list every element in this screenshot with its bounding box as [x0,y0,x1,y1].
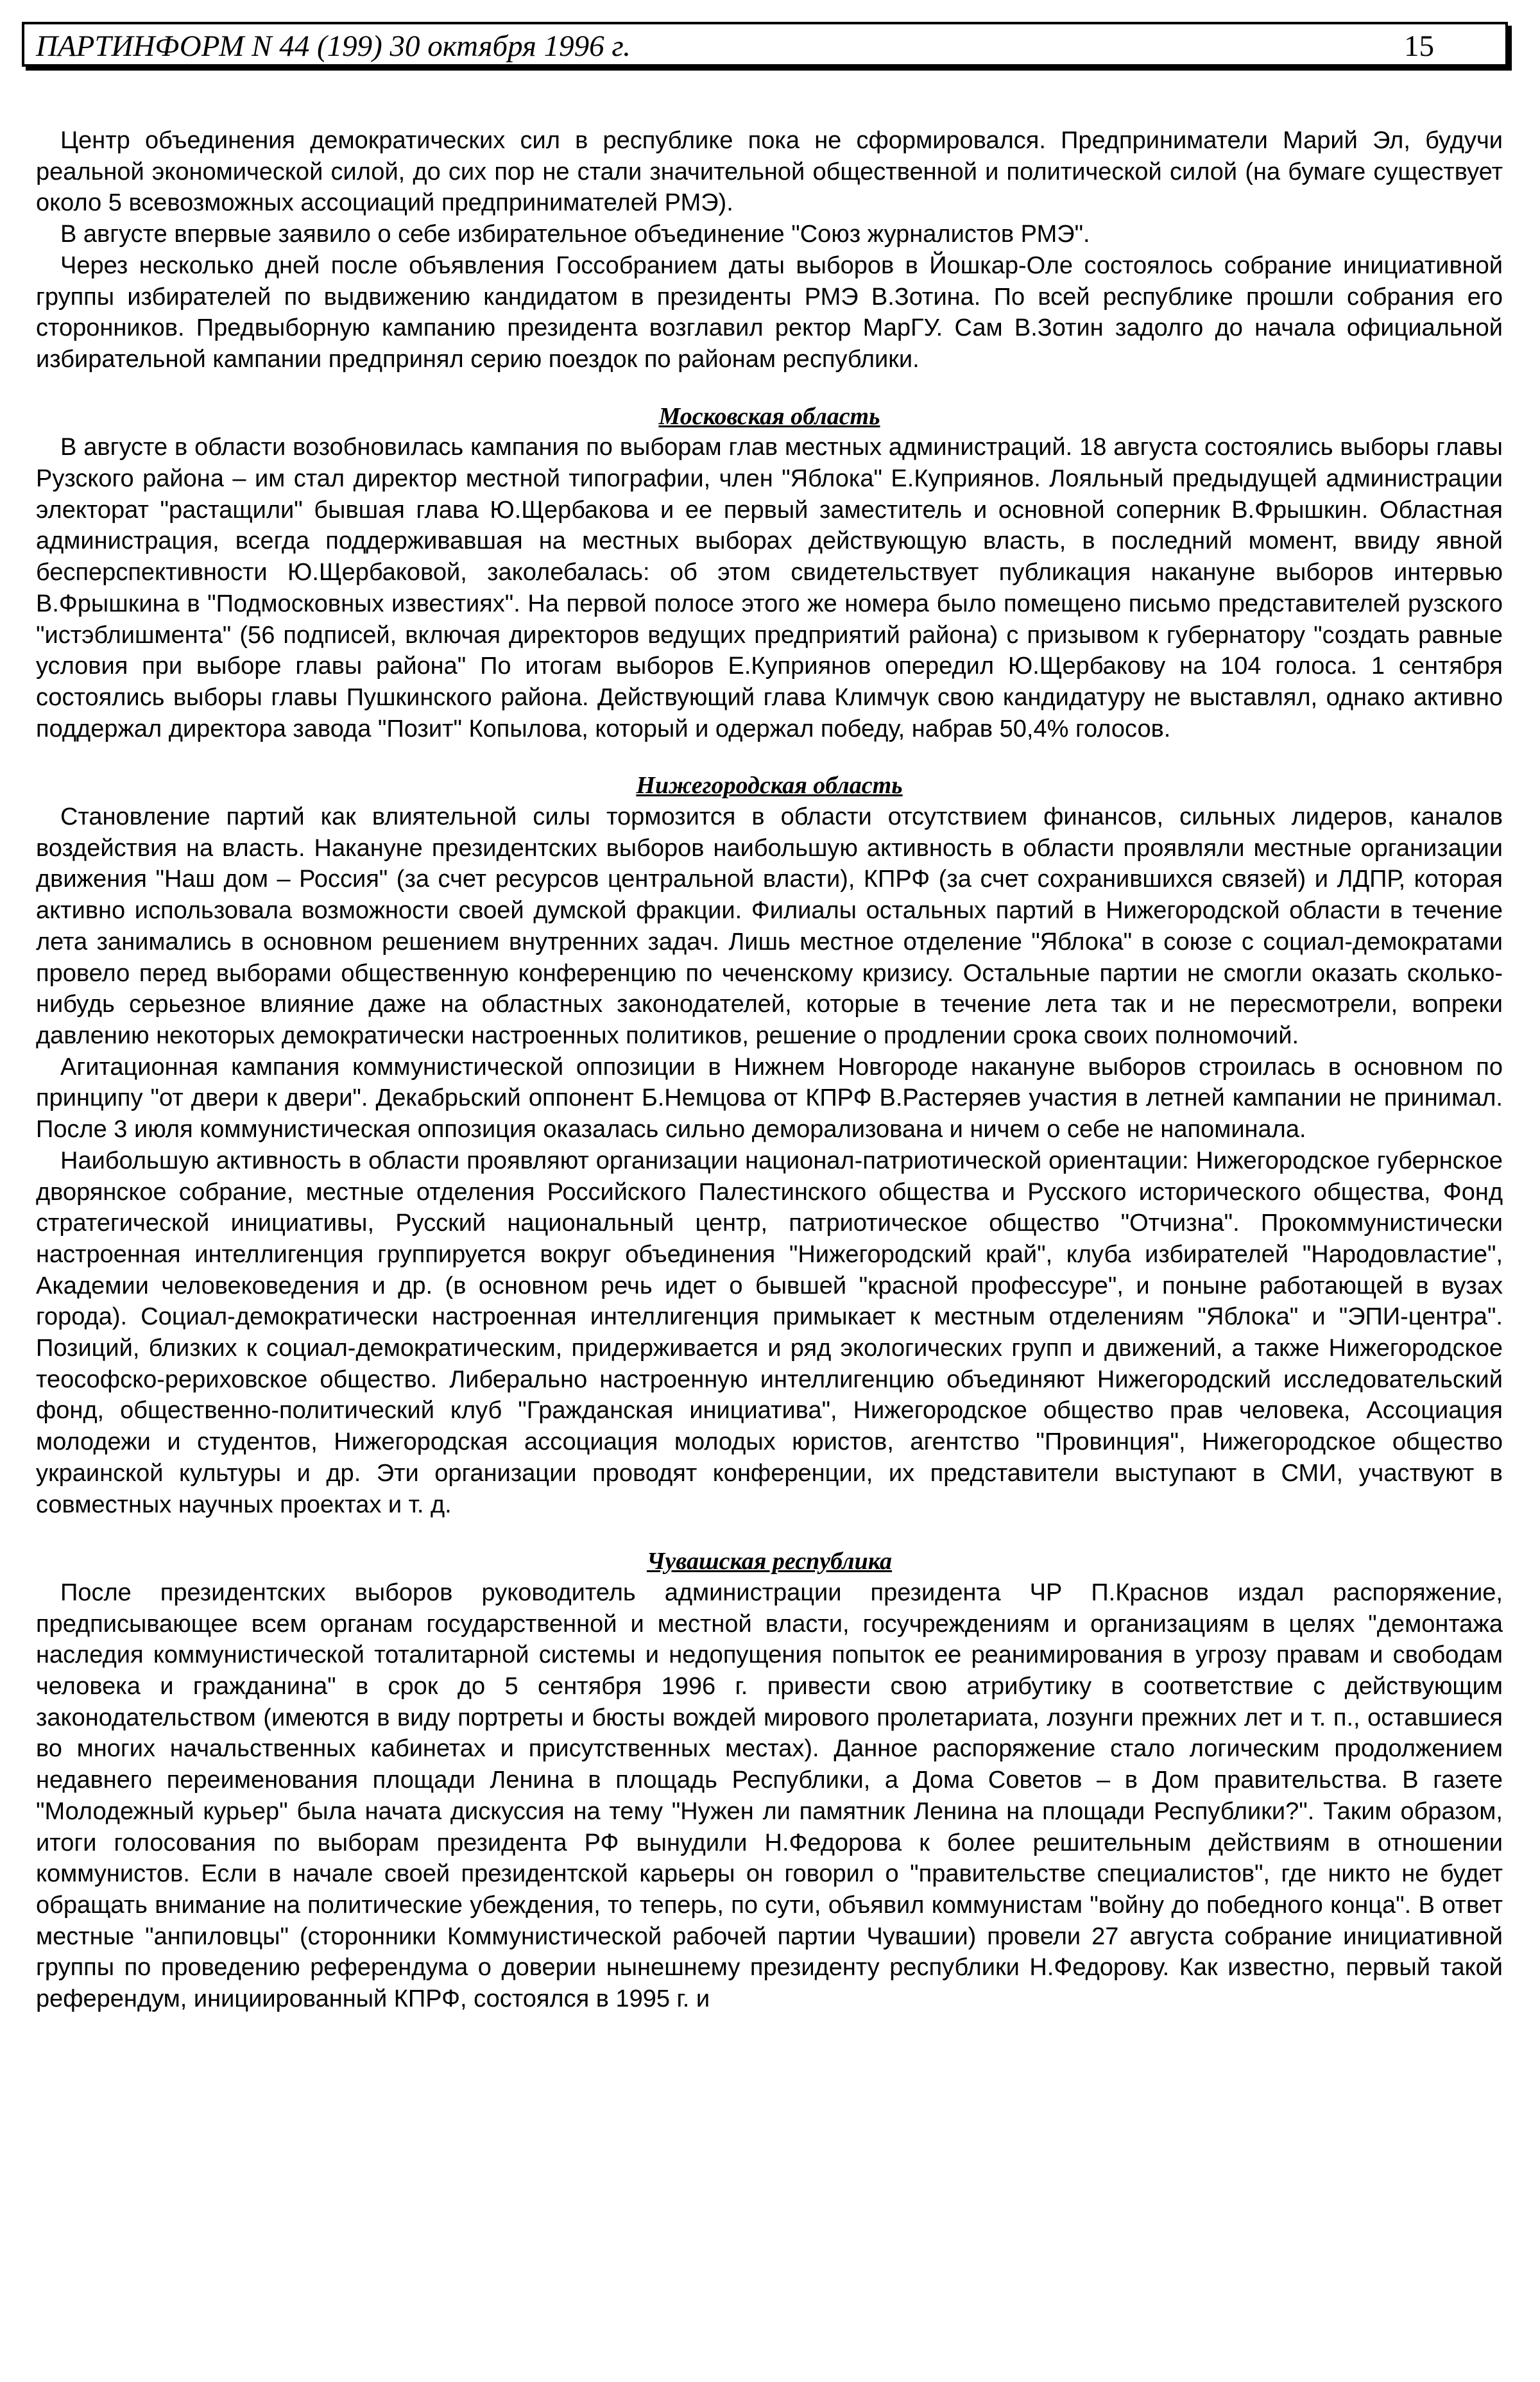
section-heading-moscow: Московская область [658,402,880,430]
nizhny-paragraph-1: Становление партий как влиятельной силы тормозится в области отсутствием финансов, сильных лидеров, каналов воздействия на власть. Накануне президентских выборов наибольшую активность в области проявляли местные организации движения "Наш дом – Россия" (за счет ресурсов центральной власти), КПРФ (за счет сохранившихся связей) и ЛДПР, которая активно использовала возможности своей думской фракции. Филиалы остальных партий в Нижегородской области в течение лета занимались в основном решением внутренних задач. Лишь местное отделение "Яблока" в союзе с социал-демократами провело перед выборами общественную конференцию по чеченскому кризису. Остальные партии не смогли оказать сколько-нибудь серьезное влияние даже на областных законодателей, которые в течение лета так и не пересмотрели, вопреки давлению некоторых демократически настроенных политиков, решение о продлении срока своих полномочий. [36,803,1503,1049]
section-heading-chuvash: Чувашская республика [646,1548,893,1575]
nizhny-paragraph-2: Агитационная кампания коммунистической оппозиции в Нижнем Новгороде накануне выборов строилась в основном по принципу "от двери к двери". Декабрьский оппонент Б.Немцова от КПРФ В.Растеряев участия в летней кампании не принимал. После 3 июля коммунистическая оппозиция оказалась сильно деморализована и ничем о себе не напоминала. [36,1053,1503,1144]
page-number: 15 [1404,30,1434,63]
section-heading-nizhny: Нижегородская область [636,772,903,800]
intro-paragraph-2: В августе впервые заявило о себе избирательное объединение "Союз журналистов РМЭ". [60,221,1090,248]
article-body [36,125,1503,2365]
intro-paragraph-1: Центр объединения демократических сил в республике пока не сформировался. Предприниматели Марий Эл, будучи реальной экономической силой, до сих пор не стали значительной общественной и политической силой (на бумаге существует около 5 всевозможных ассоциаций предпринимателей РМЭ). [36,127,1503,217]
chuvash-paragraph-1: После президентских выборов руководитель администрации президента ЧР П.Краснов издал распоряжение, предписывающее всем органам государственной и местной власти, госучреждениям и организациям в целях "демонтажа наследия коммунистической тоталитарной системы и недопущения попыток ее реанимирования в угрозу правам и свободам человека и гражданина" в срок до 5 сентября 1996 г. привести свою атрибутику в соответствие с действующим законодательством (имеются в виду портреты и бюсты вождей мирового пролетариата, лозунги прежних лет и т. п., оставшиеся во многих начальственных кабинетах и присутственных местах). Данное распоряжение стало логическим продолжением недавнего переименования площади Ленина в площадь Республики, а Дома Советов – в Дом правительства. В газете "Молодежный курьер" была начата дискуссия на тему "Нужен ли памятник Ленина на площади Республики?". Таким образом, итоги голосования по выборам президента РФ вынудили Н.Федорова к более решительным действиям в отношении коммунистов. Если в начале своей президентской карьеры он говорил о "правительстве специалистов", где никто не будет обращать внимание на политические убеждения, то теперь, по сути, объявил коммунистам "войну до победного конца". В ответ местные "анпиловцы" (сторонники Коммунистической рабочей партии Чувашии) провели 27 августа собрание инициативной группы по проведению референдума о доверии нынешнему президенту республики Н.Федорову. Как известно, первый такой референдум, инициированный КПРФ, состоялся в 1995 г. и [36,1579,1503,2013]
journal-issue-title: ПАРТИНФОРМ N 44 (199) 30 октября 1996 г. [36,30,631,63]
running-header [22,22,1508,67]
nizhny-paragraph-3: Наибольшую активность в области проявляют организации национал-патриотической ориентации: Нижегородское губернское дворянское собрание, местные отделения Российского Палестинского общества и Русского исторического общества, Фонд стратегической инициативы, Русский национальный центр, патриотическое общество "Отчизна". Прокоммунистически настроенная интеллигенция группируется вокруг объединения "Нижегородский край", клуба избирателей "Народовластие", Академии человековедения и др. (в основном речь идет о бывшей "красной профессуре", и поныне работающей в вузах города). Социал-демократически настроенная интеллигенция примыкает к местным отделениям "Яблока" и "ЭПИ-центра". Позиций, близких к социал-демократическим, придерживается и ряд экологических групп и движений, а также Нижегородское теософско-рериховское общество. Либерально настроенную интеллигенцию объединяют Нижегородский исследовательский фонд, общественно-политический клуб "Гражданская инициатива", Нижегородское общество прав человека, Ассоциация молодежи и студентов, Нижегородская ассоциация молодых юристов, агентство "Провинция", Нижегородское общество украинской культуры и др. Эти организации проводят конференции, их представители выступают в СМИ, участвуют в совместных научных проектах и т. д. [36,1147,1503,1518]
intro-paragraph-3: Через несколько дней после объявления Госсобранием даты выборов в Йошкар-Оле состоялось собрание инициативной группы избирателей по выдвижению кандидатом в президенты РМЭ В.Зотина. По всей республике прошли собрания его сторонников. Предвыборную кампанию президента возглавил ректор МарГУ. Сам В.Зотин задолго до начала официальной избирательной кампании предпринял серию поездок по районам республики. [36,252,1503,373]
moscow-paragraph-1: В августе в области возобновилась кампания по выборам глав местных администраций. 18 августа состоялись выборы главы Рузского района – им стал директор местной типографии, член "Яблока" Е.Куприянов. Лояльный предыдущей администрации электорат "растащили" бывшая глава Ю.Щербакова и ее первый заместитель и основной соперник В.Фрышкин. Областная администрация, всегда поддерживавшая на местных выборах действующую власть, в последний момент, ввиду явной бесперспективности Ю.Щербаковой, заколебалась: об этом свидетельствует публикация накануне выборов интервью В.Фрышкина в "Подмосковных известиях". На первой полосе этого же номера было помещено письмо представителей рузского "истэблишмента" (56 подписей, включая директоров ведущих предприятий района) с призывом к губернатору "создать равные условия при выборе главы района" По итогам выборов Е.Куприянов опередил Ю.Щербакову на 104 голоса. 1 сентября состоялись выборы главы Пушкинского района. Действующий глава Климчук свою кандидатуру не выставлял, однако активно поддержал директора завода "Позит" Копылова, который и одержал победу, набрав 50,4% голосов. [36,434,1503,742]
